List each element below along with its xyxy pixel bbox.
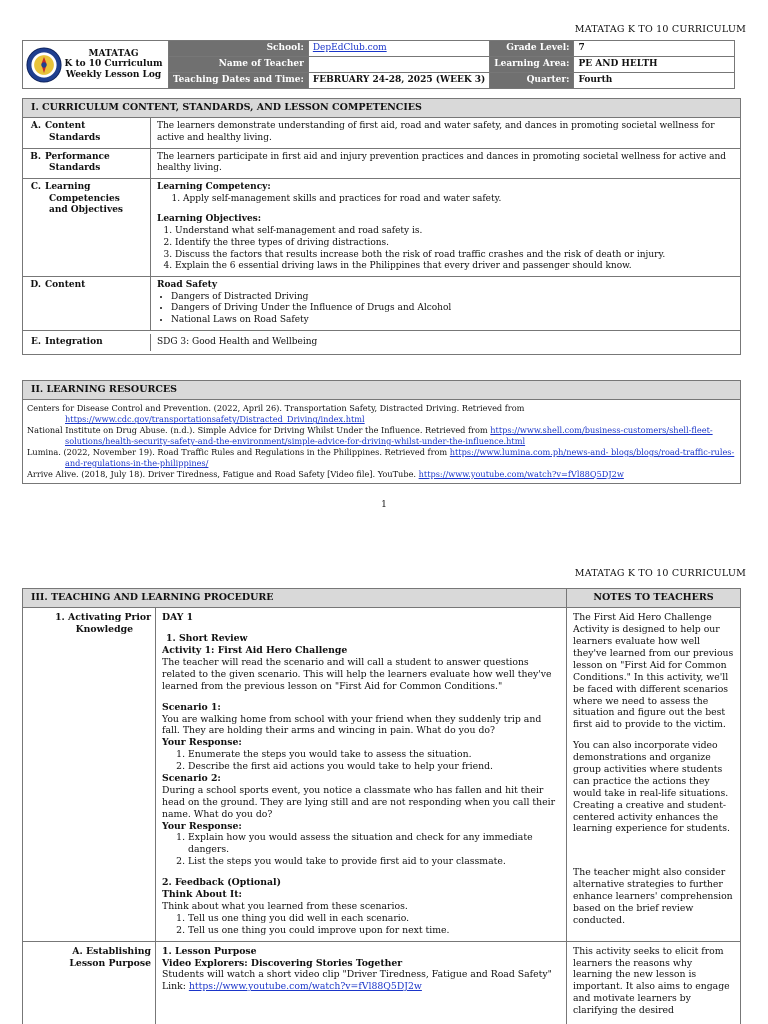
resource-link[interactable]: https://www.lumina.com.ph/news-and- blogs/blogs/road-traffic-rules-and-regulations-in-the-philippines/ bbox=[65, 446, 735, 468]
area-value: PE AND HELTH bbox=[574, 57, 735, 73]
content-item: • National Laws on Road Safety bbox=[171, 315, 734, 327]
integration-row: E. Integration SDG 3: Good Health and Wellbeing bbox=[23, 331, 740, 355]
day-label: DAY 1 bbox=[162, 612, 194, 624]
curriculum-section bbox=[22, 98, 741, 355]
content-heading: Road Safety bbox=[157, 279, 218, 290]
quarter-label: Quarter: bbox=[490, 73, 574, 89]
objective-item: 1. Understand what self-management and road safety is. bbox=[175, 226, 734, 238]
resource-entry: Centers for Disease Control and Prevention. (2022, April 26). Transportation Safety, Distracted Driving. Retrieved from https://www.cdc.gov/transportationsafety/Distracted_Driving/index.html bbox=[27, 403, 525, 425]
content-row: D. Content Road Safety • Dangers of Distracted Driving • Dangers of Driving Under the Influence of Drugs and Alcohol • National Laws on Road Safety bbox=[23, 277, 740, 331]
content-standards-text: The learners demonstrate understanding of first aid, road and water safety, and dances in promoting societal wellness for active and healthy living. bbox=[157, 121, 715, 144]
school-label: School: bbox=[169, 41, 309, 57]
logo-line-1: MATATAG bbox=[88, 48, 139, 59]
note-text: This activity seeks to elicit from learners the reasons why learning the new lesson is important. It also aims to engage and motivate learners by clarifying the desired bbox=[573, 945, 730, 1017]
procedure-section bbox=[22, 588, 741, 1024]
content-item: • Dangers of Driving Under the Influence of Drugs and Alcohol bbox=[171, 303, 734, 315]
content-standards-row: A. Content Standards The learners demonstrate understanding of first aid, road and water safety, and dances in promoting societal wellness for active and healthy living. bbox=[23, 118, 740, 148]
prior-knowledge-row: 1. Activating Prior Knowledge DAY 1 1. Short Review Activity 1: First Aid Hero Challenge The teacher will read the scenario and will call a student to answer questions related to the given scenario. This will help the learners evaluate how well they've learned from the previous lesson on "First Aid for Common Conditions." Scenario 1: You are walking home from school with your friend when they suddenly trip and fall. They are holding their arms and wincing in pain. What do you do? Your Response: 1. Enumerate the steps you would take to assess the situation. 2. Describe the first aid actions you would take to help your friend. Scenario 2: During a school sports event, you notice a classmate who has fallen and hit their head on the ground. They are lying still and are not responding when you call their name. What do you do? Your Response: 1. Explain how you would assess the situation and check for any immediate dangers. 2. List the steps you would take to provide first aid to your classmate. 2. Feedback (Optional) Think About It: Think about what you learned from these scenarios. 1. Tell us one thing you did well in each scenario. 2. Tell us one thing you could improve upon for next time. The First Aid Hero Challenge Activity is designed to help our learners evaluate how well they've learned from our previous lesson on "First Aid for Common Conditions." In this activity, we'll be faced with different scenarios where we need to assess the situation and figure out the best first aid to provide to the victim. You can also incorporate video demonstrations and organize group activities where students can practice the actions they would take in real-life situations. Creating a creative and student-centered activity enhances the learning experience for students. The teacher might also consider alternative strategies to further enhance learners' comprehension based on the brief review conducted. bbox=[23, 608, 740, 941]
curriculum-tag-page-2: MATATAG K TO 10 CURRICULUM bbox=[574, 568, 746, 579]
activity-title: Activity 1: First Aid Hero Challenge bbox=[162, 645, 348, 657]
grade-value: 7 bbox=[574, 41, 735, 57]
grade-label: Grade Level: bbox=[490, 41, 574, 57]
section-1-title: I. CURRICULUM CONTENT, STANDARDS, AND LESSON COMPETENCIES bbox=[23, 99, 740, 118]
school-link[interactable]: DepEdClub.com bbox=[312, 43, 387, 54]
video-link[interactable]: https://www.youtube.com/watch?v=fVl88Q5DJ2w bbox=[188, 981, 422, 993]
learning-resources-section bbox=[22, 380, 741, 484]
quarter-value: Fourth bbox=[574, 73, 735, 89]
teacher-label: Name of Teacher bbox=[169, 57, 309, 73]
logo-cell bbox=[23, 41, 169, 89]
objective-item: 3. Discuss the factors that results increase both the risk of road traffic crashes and the risk of death or injury. bbox=[175, 250, 734, 262]
integration-text: SDG 3: Good Health and Wellbeing bbox=[157, 336, 318, 347]
note-text: The First Aid Hero Challenge Activity is designed to help our learners evaluate how well they've learned from our previous lesson on "First Aid for Common Conditions." In this activity, we'll be faced with different scenarios where we need to assess the situation and figure out the best first aid to provide to the victim. bbox=[573, 612, 734, 731]
deped-seal-icon bbox=[26, 47, 62, 83]
resource-link[interactable]: https://www.cdc.gov/transportationsafety/Distracted_Driving/index.html bbox=[65, 414, 365, 425]
note-text: The teacher might also consider alternative strategies to further enhance learners' comprehension based on the brief review conducted. bbox=[573, 867, 733, 926]
logo-line-2: K to 10 Curriculum bbox=[64, 59, 163, 70]
dates-label: Teaching Dates and Time: bbox=[169, 73, 309, 89]
objectives-heading: Learning Objectives: bbox=[157, 214, 262, 225]
logo-line-3: Weekly Lesson Log bbox=[65, 69, 162, 80]
resource-entry: Arrive Alive. (2018, July 18). Driver Tiredness, Fatigue and Road Safety [Video file]. YouTube. https://www.youtube.com/watch?v=fVl88Q5DJ2w bbox=[27, 468, 624, 479]
competency-heading: Learning Competency: bbox=[157, 182, 271, 193]
note-text: You can also incorporate video demonstrations and organize group activities where students can practice the actions they would take in real-life situations. Creating a creative and student-centered activity enhances the learning experience for students. bbox=[573, 740, 730, 835]
teacher-value bbox=[308, 57, 489, 73]
performance-standards-text: The learners participate in first aid and injury prevention practices and dances in promoting societal wellness for active and healthy living. bbox=[157, 151, 727, 174]
dates-value: FEBRUARY 24-28, 2025 (WEEK 3) bbox=[308, 73, 489, 89]
competency-item: 1. Apply self-management skills and practices for road and water safety. bbox=[183, 194, 734, 206]
lesson-purpose-row: A. Establishing Lesson Purpose 1. Lesson Purpose Video Explorers: Discovering Stories Together Students will watch a short video clip "Driver Tiredness, Fatigue and Road Safety" Link: https://www.youtube.com/watch?v=fVl88Q5DJ2w This activity seeks to elicit from learners the reasons why learning the new lesson is important. It also aims to engage and motivate learners by clarifying the desired bbox=[23, 942, 740, 1024]
competencies-row: C. Learning Competencies and Objectives Learning Competency: 1. Apply self-management skills and practices for road and water safety. Learning Objectives: 1. Understand what self-management and road safety is. 2. Identify the three types of driving distractions. 3. Discuss the factors that results increase both the risk of road traffic crashes and the risk of death or injury. 4. Explain the 6 essential driving laws in the Philippines that every driver and passenger should know. bbox=[23, 179, 740, 277]
resource-link[interactable]: https://www.shell.com/business-customers/shell-fleet-solutions/health-security-safety-and-the-environment/simple-advice-for-driving-whilst-under-the-influence.html bbox=[65, 425, 713, 447]
content-item: • Dangers of Distracted Driving bbox=[171, 292, 734, 304]
section-2-title: II. LEARNING RESOURCES bbox=[23, 381, 740, 400]
resource-link[interactable]: https://www.youtube.com/watch?v=fVl88Q5DJ2w bbox=[418, 468, 624, 479]
resource-entry: National Institute on Drug Abuse. (n.d.). Simple Advice for Driving Whilst Under the Influence. Retrieved from https://www.shell.com/business-customers/shell-fleet-solutions/health-security-safety-and-the-environment/simple-advice-for-driving-whilst-under-the-influence.html bbox=[27, 425, 713, 447]
objective-item: 2. Identify the three types of driving distractions. bbox=[175, 238, 734, 250]
curriculum-tag: MATATAG K TO 10 CURRICULUM bbox=[574, 24, 746, 35]
resource-entry: Lumina. (2022, November 19). Road Traffic Rules and Regulations in the Philippines. Retrieved from https://www.lumina.com.ph/news-and- blogs/blogs/road-traffic-rules-and-regulations-in-the-philippines/ bbox=[27, 446, 735, 468]
performance-standards-row: B. Performance Standards The learners participate in first aid and injury prevention practices and dances in promoting societal wellness for active and healthy living. bbox=[23, 149, 740, 179]
objective-item: 4. Explain the 6 essential driving laws in the Philippines that every driver and passenger should know. bbox=[175, 261, 734, 273]
lesson-log-header bbox=[22, 40, 735, 89]
page-number: 1 bbox=[381, 500, 387, 510]
section-3-title: III. TEACHING AND LEARNING PROCEDURE bbox=[23, 589, 567, 607]
notes-title: NOTES TO TEACHERS bbox=[593, 592, 714, 603]
area-label: Learning Area: bbox=[490, 57, 574, 73]
